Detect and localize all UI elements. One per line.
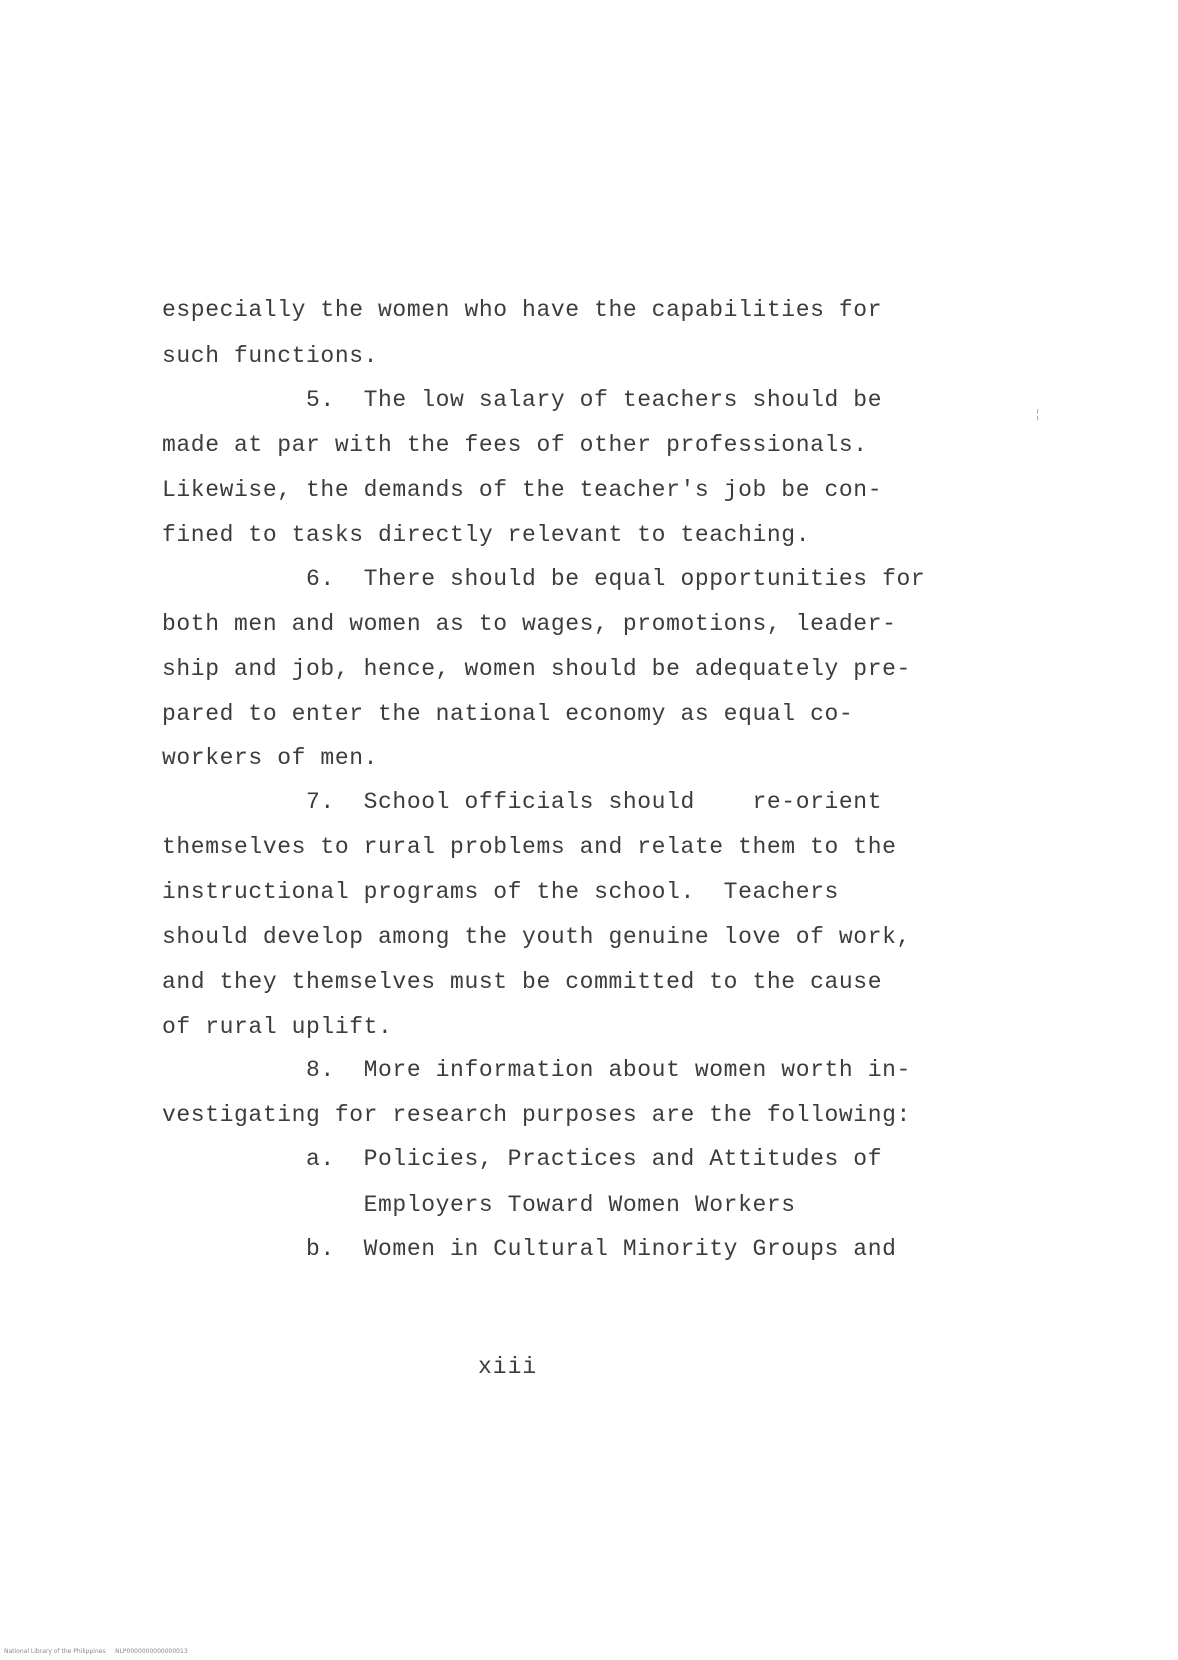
text-line-1: especially the women who have the capabilities for bbox=[162, 297, 883, 323]
text-line-20: a. Policies, Practices and Attitudes of bbox=[162, 1146, 883, 1172]
text-line-17: of rural uplift. bbox=[162, 1014, 393, 1040]
text-line-16: and they themselves must be committed to the cause bbox=[162, 969, 883, 995]
text-line-18: 8. More information about women worth in- bbox=[162, 1057, 911, 1083]
text-line-14: instructional programs of the school. Teachers bbox=[162, 879, 839, 905]
text-line-8: both men and women as to wages, promotions, leader- bbox=[162, 611, 897, 637]
text-line-6: fined to tasks directly relevant to teaching. bbox=[162, 522, 811, 548]
text-line-21: Employers Toward Women Workers bbox=[162, 1192, 796, 1218]
text-line-3: 5. The low salary of teachers should be bbox=[162, 387, 883, 413]
text-line-5: Likewise, the demands of the teacher's job be con- bbox=[162, 477, 883, 503]
text-line-10: pared to enter the national economy as equal co- bbox=[162, 701, 854, 727]
margin-mark: ¦ bbox=[1034, 408, 1042, 422]
text-line-15: should develop among the youth genuine love of work, bbox=[162, 924, 911, 950]
text-line-4: made at par with the fees of other professionals. bbox=[162, 432, 868, 458]
text-line-2: such functions. bbox=[162, 343, 379, 369]
text-line-11: workers of men. bbox=[162, 745, 379, 771]
text-line-9: ship and job, hence, women should be adequately pre- bbox=[162, 656, 911, 682]
page-number: xiii bbox=[478, 1354, 538, 1380]
text-line-12: 7. School officials should re-orient bbox=[162, 789, 883, 815]
footer-stamp: National Library of the Philippines NLP0000000000000013 bbox=[4, 1648, 188, 1655]
text-line-7: 6. There should be equal opportunities for bbox=[162, 566, 926, 592]
text-line-19: vestigating for research purposes are the following: bbox=[162, 1102, 911, 1128]
text-line-13: themselves to rural problems and relate them to the bbox=[162, 834, 897, 860]
text-line-22: b. Women in Cultural Minority Groups and bbox=[162, 1236, 897, 1262]
